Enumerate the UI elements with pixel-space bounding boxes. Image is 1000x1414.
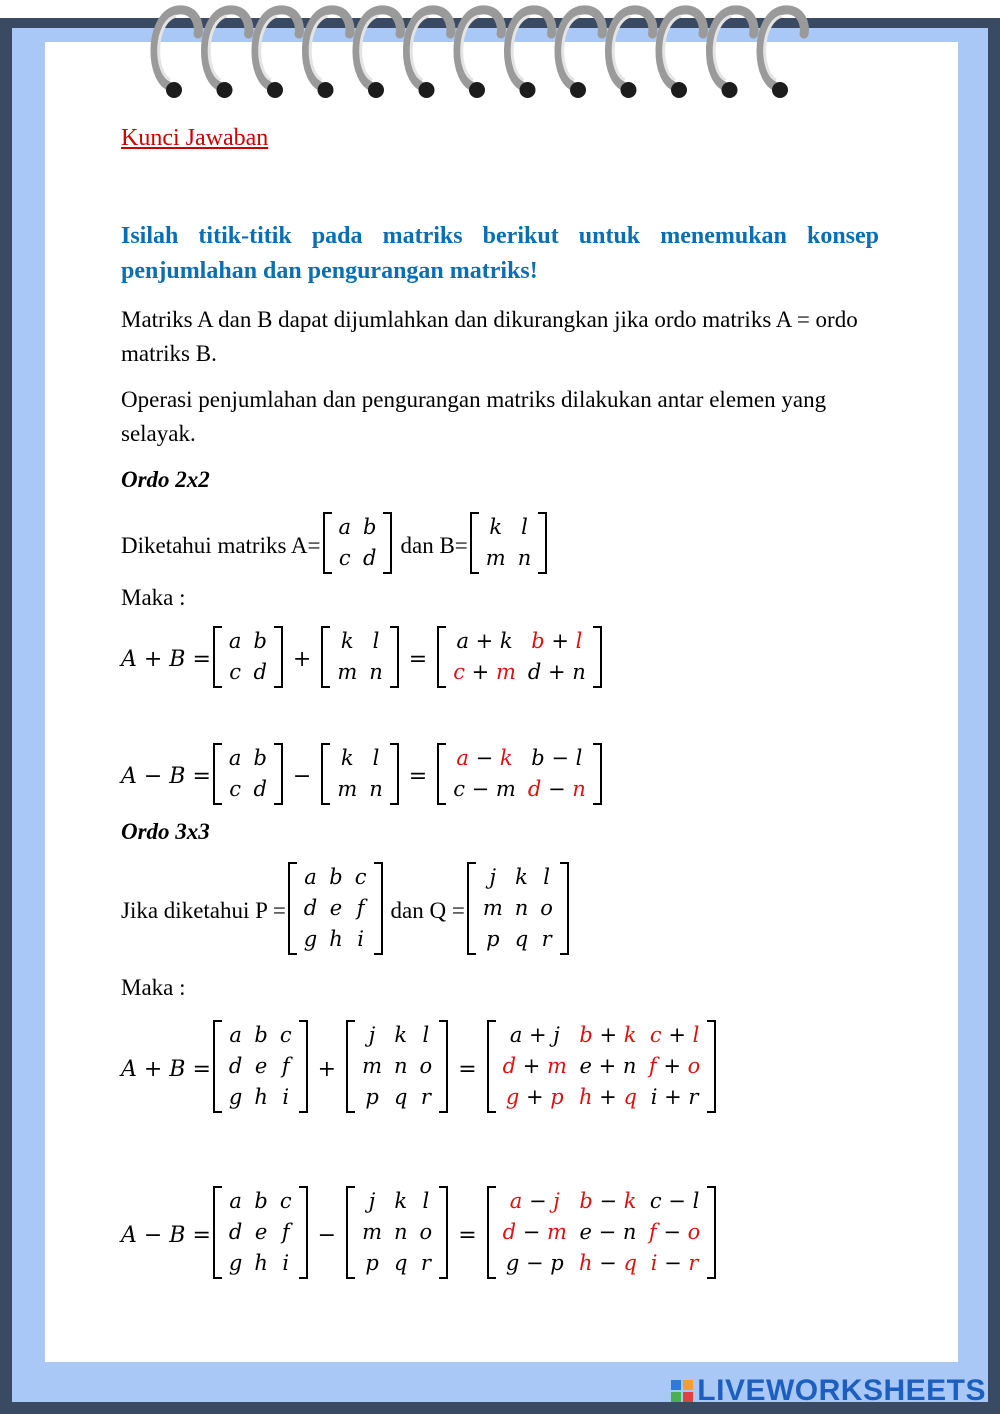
given-2x2-middle: dan B=: [400, 532, 468, 558]
lhs-sub-3x3: A − B =: [121, 1222, 211, 1248]
matrix-cell: d: [303, 896, 318, 920]
equals-sign: =: [408, 764, 428, 789]
matrix-cell: d: [228, 1220, 243, 1244]
matrix-cell: c − l: [649, 1189, 700, 1213]
matrix-cell: l: [422, 1023, 430, 1047]
matrix-cell: c: [229, 660, 242, 684]
matrix-cell: h: [254, 1251, 268, 1275]
matrix-cell: i: [282, 1251, 290, 1275]
plus-sign: +: [292, 647, 312, 672]
matrix-cell: c: [279, 1023, 292, 1047]
matrix-cell: h: [254, 1085, 268, 1109]
matrix-cell: a: [338, 515, 352, 539]
matrix-cell: k: [340, 746, 354, 770]
matrix-cell: p: [365, 1251, 379, 1275]
equals-sign: =: [458, 1056, 477, 1082]
matrix-cell: g − p: [505, 1251, 564, 1275]
matrix-cell: d: [228, 1054, 243, 1078]
matrix-cell: l: [372, 746, 380, 770]
matrix-cell: m: [362, 1220, 383, 1244]
plus-sign: +: [317, 1056, 337, 1082]
result-add-3x3: [485, 1020, 719, 1118]
matrix-cell: e: [254, 1220, 268, 1244]
matrix-cell: j: [489, 865, 497, 889]
matrix-cell: l: [422, 1189, 430, 1213]
matrix-cell: n: [514, 896, 529, 920]
liveworksheets-watermark: [671, 1374, 986, 1408]
minus-sign: −: [317, 1222, 337, 1248]
matrix-cell: r: [420, 1085, 431, 1109]
liveworksheets-logo-icon: [671, 1380, 693, 1402]
matrix-cell: b: [363, 515, 377, 539]
given-2x2-row: [121, 512, 549, 579]
matrix-cell: b: [254, 1023, 268, 1047]
matrix-cell: c: [338, 546, 351, 570]
matrix-cell: l: [372, 629, 380, 653]
matrix-cell: h: [329, 927, 343, 951]
matrix-a-add-2x2: [211, 626, 285, 693]
matrix-a-add-3x3: [211, 1020, 310, 1118]
matrix-cell: g: [228, 1085, 243, 1109]
matrix-cell: k: [394, 1189, 408, 1213]
matrix-cell: d + m: [502, 1054, 567, 1078]
equation-sub-2x2: [121, 743, 604, 810]
matrix-cell: b − l: [531, 746, 583, 770]
matrix-cell: e + n: [579, 1054, 637, 1078]
given-3x3-row: [121, 862, 571, 960]
matrix-cell: b: [253, 746, 267, 770]
matrix-cell: o: [419, 1054, 433, 1078]
watermark-text: LIVEWORKSHEETS: [697, 1374, 986, 1407]
matrix-cell: m: [362, 1054, 383, 1078]
matrix-cell: a − j: [509, 1189, 560, 1213]
result-sub-3x3: [485, 1186, 719, 1284]
section-ordo-2x2: Ordo 2x2: [121, 467, 210, 492]
given-3x3-middle: dan Q =: [390, 898, 465, 923]
matrix-cell: c + l: [649, 1023, 700, 1047]
matrix-cell: m: [337, 777, 358, 801]
matrix-cell: r: [420, 1251, 431, 1275]
matrix-cell: a + k: [456, 629, 513, 653]
matrix-cell: o: [540, 896, 553, 920]
lhs-add-2x2: A + B =: [121, 647, 211, 672]
matrix-cell: o: [419, 1220, 433, 1244]
matrix-cell: g: [303, 927, 318, 951]
matrix-cell: b: [329, 865, 343, 889]
matrix-cell: d − n: [527, 777, 586, 801]
matrix-cell: f: [356, 896, 365, 920]
matrix-cell: c: [229, 777, 242, 801]
matrix-cell: f: [281, 1054, 290, 1078]
matrix-cell: b + k: [579, 1023, 637, 1047]
lhs-add-3x3: A + B =: [121, 1056, 211, 1082]
matrix-cell: d − m: [502, 1220, 567, 1244]
matrix-cell: b: [254, 1189, 268, 1213]
matrix-a-2x2: [321, 512, 395, 579]
matrix-cell: l: [521, 515, 528, 539]
matrix-cell: l: [543, 865, 550, 889]
equals-sign: =: [408, 647, 428, 672]
title-link[interactable]: Kunci Jawaban: [121, 125, 269, 151]
matrix-cell: h − q: [578, 1251, 637, 1275]
given-3x3-prefix: Jika diketahui P =: [121, 898, 286, 923]
matrix-cell: k: [489, 515, 503, 539]
matrix-cell: e − n: [579, 1220, 637, 1244]
maka-label-1: Maka :: [121, 585, 186, 610]
matrix-cell: n: [394, 1054, 408, 1078]
matrix-cell: a: [229, 1189, 242, 1213]
matrix-cell: n: [369, 777, 383, 801]
matrix-cell: n: [517, 546, 532, 570]
matrix-cell: d: [253, 777, 267, 801]
matrix-cell: q: [514, 927, 529, 951]
matrix-cell: a: [304, 865, 317, 889]
matrix-cell: a + j: [509, 1023, 560, 1047]
matrix-cell: g + p: [505, 1085, 564, 1109]
matrix-cell: m: [485, 546, 506, 570]
matrix-cell: c: [354, 865, 367, 889]
equals-sign: =: [458, 1222, 477, 1248]
matrix-cell: b − k: [579, 1189, 637, 1213]
matrix-cell: e: [254, 1054, 268, 1078]
matrix-cell: f + o: [648, 1054, 701, 1078]
matrix-cell: k: [394, 1023, 408, 1047]
maka-label-2: Maka :: [121, 975, 186, 1000]
matrix-cell: a: [229, 1023, 242, 1047]
matrix-cell: k: [515, 865, 528, 889]
matrix-p-3x3: [286, 862, 385, 960]
matrix-cell: g: [228, 1251, 243, 1275]
matrix-a-sub-3x3: [211, 1186, 310, 1284]
matrix-cell: b: [253, 629, 267, 653]
matrix-cell: i: [282, 1085, 290, 1109]
paragraph-1: Matriks A dan B dapat dijumlahkan dan dikurangkan jika ordo matriks A = ordo matriks B.: [121, 307, 858, 366]
matrix-b-add-3x3: [344, 1020, 450, 1118]
matrix-cell: e: [329, 896, 343, 920]
matrix-cell: c: [279, 1189, 292, 1213]
matrix-b-add-2x2: [319, 626, 400, 693]
matrix-cell: f: [281, 1220, 290, 1244]
matrix-cell: n: [394, 1220, 408, 1244]
result-sub-2x2: [435, 743, 604, 810]
matrix-cell: i: [357, 927, 365, 951]
matrix-cell: d: [253, 660, 267, 684]
matrix-b-2x2: [468, 512, 549, 579]
matrix-b-sub-3x3: [344, 1186, 450, 1284]
matrix-cell: j: [368, 1023, 376, 1047]
matrix-cell: k: [340, 629, 354, 653]
matrix-cell: q: [394, 1251, 408, 1275]
minus-sign: −: [292, 764, 312, 789]
matrix-cell: m: [337, 660, 358, 684]
matrix-cell: i − r: [650, 1251, 699, 1275]
result-add-2x2: [435, 626, 604, 693]
matrix-cell: c + m: [453, 660, 516, 684]
given-2x2-prefix: Diketahui matriks A=: [121, 532, 321, 558]
matrix-a-sub-2x2: [211, 743, 285, 810]
matrix-cell: q: [394, 1085, 408, 1109]
matrix-cell: b + l: [531, 629, 583, 653]
equation-add-2x2: [121, 626, 604, 693]
matrix-cell: h + q: [578, 1085, 637, 1109]
matrix-cell: i + r: [650, 1085, 699, 1109]
matrix-cell: p: [486, 927, 500, 951]
matrix-cell: j: [368, 1189, 376, 1213]
matrix-cell: c − m: [453, 777, 516, 801]
section-ordo-3x3: Ordo 3x3: [121, 819, 210, 844]
equation-add-3x3: [121, 1020, 718, 1118]
equation-sub-3x3: [121, 1186, 718, 1284]
title[interactable]: [121, 121, 268, 155]
matrix-cell: n: [369, 660, 383, 684]
matrix-cell: p: [365, 1085, 379, 1109]
matrix-cell: d: [363, 546, 377, 570]
instruction-heading: Isilah titik-titik pada matriks berikut untuk menemukan konsep penjumlahan dan pengurangan matriks!: [121, 223, 879, 284]
matrix-cell: d + n: [527, 660, 586, 684]
matrix-cell: a: [228, 746, 242, 770]
matrix-q-3x3: [465, 862, 571, 960]
matrix-cell: a: [228, 629, 242, 653]
matrix-cell: a − k: [456, 746, 513, 770]
lhs-sub-2x2: A − B =: [121, 764, 211, 789]
matrix-cell: r: [541, 927, 552, 951]
matrix-b-sub-2x2: [319, 743, 400, 810]
matrix-cell: m: [482, 896, 503, 920]
paragraph-2: Operasi penjumlahan dan pengurangan matriks dilakukan antar elemen yang selayak.: [121, 387, 827, 446]
matrix-cell: f − o: [648, 1220, 701, 1244]
